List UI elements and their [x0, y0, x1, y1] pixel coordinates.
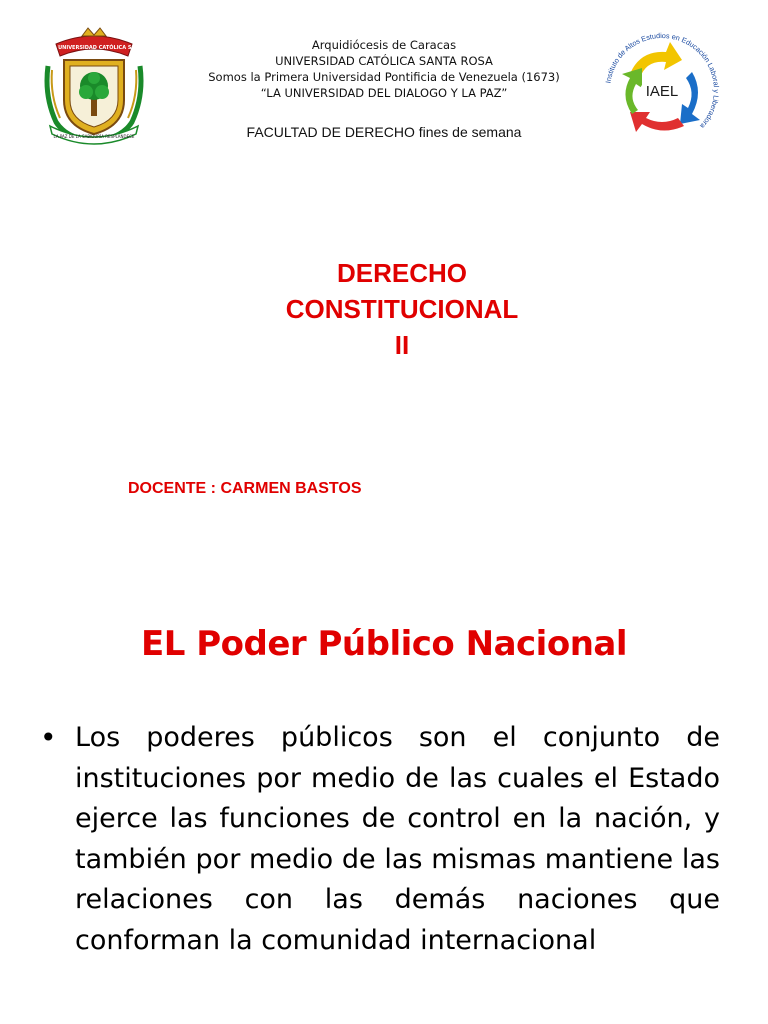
course-title-line-1: DERECHO [336, 258, 467, 288]
archdiocese-line: Arquidiócesis de Caracas [311, 38, 457, 52]
iael-label: IAEL [645, 83, 679, 100]
course-title-line-2: CONSTITUCIONAL [285, 294, 519, 324]
motto-line: “LA UNIVERSIDAD DEL DIALOGO Y LA PAZ” [260, 86, 508, 100]
bullet-point-icon: • [40, 721, 57, 754]
iael-ring-text: Instituto de Altos Estudios en Educación Laboral y Liberadora [603, 30, 722, 131]
course-title-line-3: II [394, 330, 410, 360]
teacher-label: DOCENTE : CARMEN BASTOS [128, 480, 362, 497]
crest-banner-text: PONTIFICIA UNIVERSIDAD CATÓLICA SANTA ROSA [24, 45, 164, 51]
bullet-text: Los poderes públicos son el conjunto de instituciones por medio de las cuales el Estado ejerce las funciones de control en la nación, y también por medio de las mismas mantiene las relaciones con las demás naciones que conforman la comunidad internacional [75, 722, 720, 956]
section-title: EL Poder Público Nacional [141, 624, 627, 664]
faculty-line: FACULTAD DE DERECHO fines de semana [246, 124, 522, 140]
university-line: UNIVERSIDAD CATÓLICA SANTA ROSA [275, 54, 493, 68]
content-slide [0, 512, 768, 1024]
pontifical-line: Somos la Primera Universidad Pontificia de Venezuela (1673) [208, 70, 560, 84]
crest-motto-text: LA PAZ DE LA SABIDURÍA RESPLANDECE [53, 134, 135, 139]
